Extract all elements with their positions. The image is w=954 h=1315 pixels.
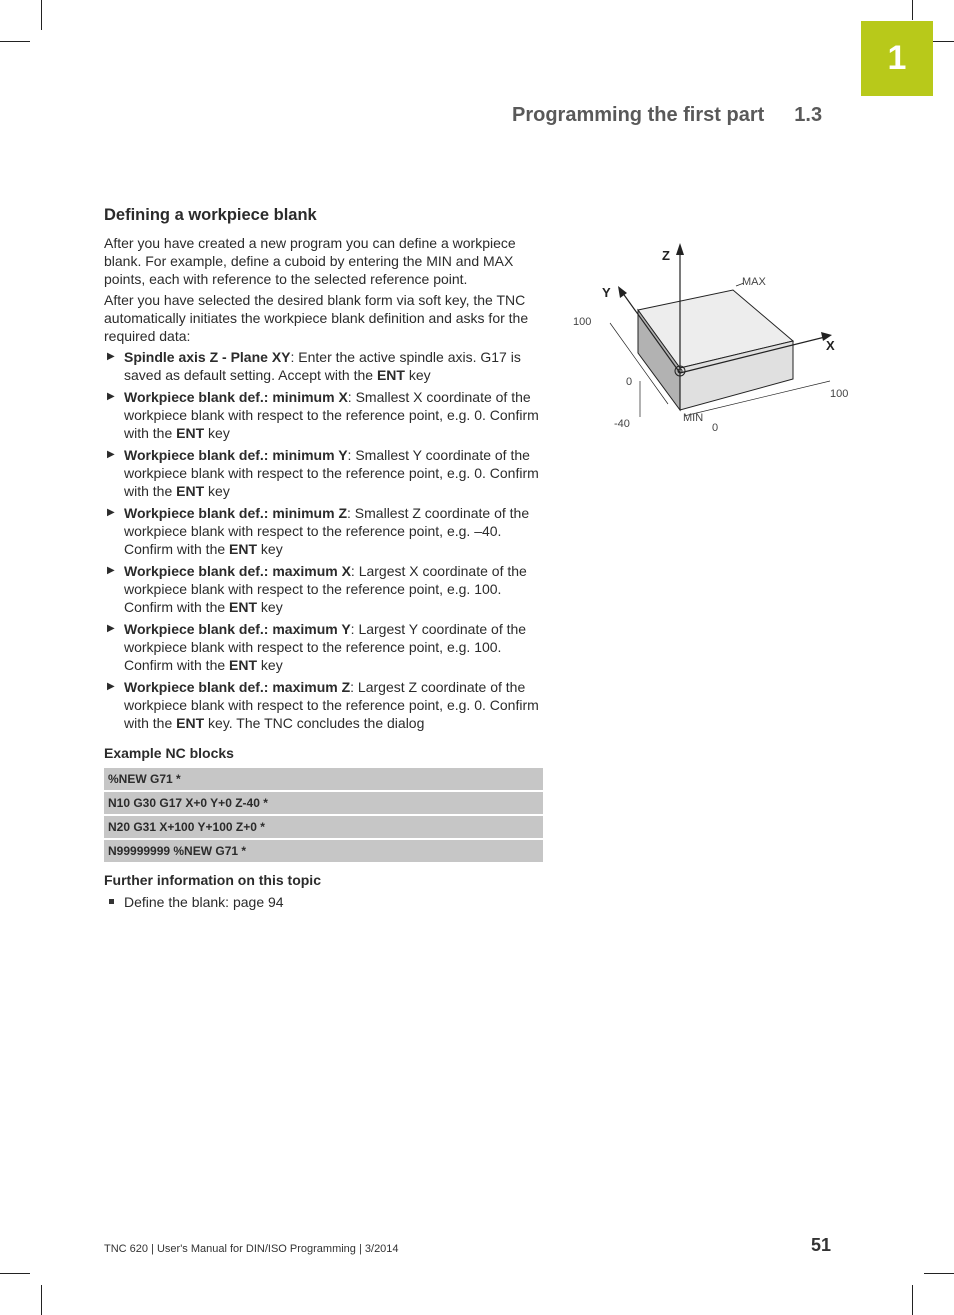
chapter-number: 1 bbox=[887, 39, 907, 77]
step-label: Workpiece blank def.: minimum Y bbox=[124, 447, 348, 463]
nc-block: N20 G31 X+100 Y+100 Z+0 * bbox=[104, 816, 543, 838]
running-head-section: 1.3 bbox=[794, 104, 823, 126]
main-content bbox=[104, 206, 544, 911]
crop-mark bbox=[912, 0, 913, 20]
tick-label: 0 bbox=[626, 376, 633, 388]
step-label: Spindle axis Z - Plane XY bbox=[124, 349, 291, 365]
bullet-icon bbox=[109, 899, 114, 904]
crop-mark bbox=[0, 1273, 30, 1274]
tick-label: 100 bbox=[573, 316, 592, 328]
further-heading: Further information on this topic bbox=[104, 872, 321, 888]
table-row bbox=[104, 840, 543, 862]
arrow-icon: ▶ bbox=[107, 507, 115, 518]
page-number: 51 bbox=[811, 1235, 832, 1255]
step-item bbox=[104, 348, 544, 384]
crop-mark bbox=[41, 0, 42, 30]
step-text-end: key bbox=[404, 367, 431, 383]
max-label: MAX bbox=[742, 276, 766, 288]
step-key: ENT bbox=[176, 715, 205, 731]
crop-mark bbox=[912, 1285, 913, 1315]
tick-label: 100 bbox=[830, 388, 849, 400]
step-text: : Enter the active spindle axis. G17 is saved as default setting. Accept with the bbox=[124, 349, 521, 383]
nc-block: N99999999 %NEW G71 * bbox=[104, 840, 543, 862]
further-list bbox=[104, 893, 544, 911]
step-item bbox=[104, 562, 544, 616]
table-row bbox=[104, 792, 543, 814]
step-item bbox=[104, 504, 544, 558]
step-key: ENT bbox=[176, 483, 205, 499]
nc-block: %NEW G71 * bbox=[104, 768, 543, 790]
tick-label: 0 bbox=[712, 422, 719, 434]
step-text: : Smallest Y coordinate of the workpiece blank with respect to the reference point, e.g. 0. Confirm with the bbox=[124, 447, 539, 499]
step-item bbox=[104, 388, 544, 442]
min-label: MIN bbox=[683, 412, 704, 424]
arrow-icon: ▶ bbox=[107, 623, 115, 634]
step-text: : Largest X coordinate of the workpiece blank with respect to the reference point, e.g. 100. Confirm with the bbox=[124, 563, 527, 615]
step-item bbox=[104, 446, 544, 500]
tick-label: -40 bbox=[614, 418, 630, 430]
axis-z-label: Z bbox=[662, 248, 670, 263]
step-text-end: key bbox=[257, 599, 283, 615]
step-label: Workpiece blank def.: minimum X bbox=[124, 389, 348, 405]
chapter-tab bbox=[861, 21, 933, 96]
list-item bbox=[104, 893, 544, 911]
axis-y-label: Y bbox=[602, 285, 611, 300]
arrow-icon: ▶ bbox=[107, 351, 115, 362]
step-text-end: key bbox=[257, 657, 283, 673]
arrow-icon: ▶ bbox=[107, 391, 115, 402]
arrow-icon: ▶ bbox=[107, 681, 115, 692]
intro-paragraph: After you have created a new program you can define a workpiece blank. For example, define a cuboid by entering the MIN and MAX points, each with reference to the selected reference point. bbox=[104, 235, 516, 287]
table-row bbox=[104, 816, 543, 838]
running-head bbox=[512, 104, 822, 127]
crop-mark bbox=[41, 1285, 42, 1315]
step-label: Workpiece blank def.: minimum Z bbox=[124, 505, 348, 521]
workpiece-blank-figure bbox=[560, 235, 860, 435]
step-text-end: key bbox=[257, 541, 283, 557]
crop-mark bbox=[924, 1273, 954, 1274]
further-item-text: Define the blank: page 94 bbox=[124, 894, 284, 910]
crop-mark bbox=[0, 41, 30, 42]
step-text: : Smallest Z coordinate of the workpiece blank with respect to the reference point, e.g. –40. Confirm with the bbox=[124, 505, 530, 557]
step-item bbox=[104, 620, 544, 674]
step-text: : Largest Y coordinate of the workpiece blank with respect to the reference point, e.g. 100. Confirm with the bbox=[124, 621, 527, 673]
z-axis-arrow bbox=[676, 243, 684, 255]
nc-blocks-table bbox=[104, 766, 543, 864]
example-heading: Example NC blocks bbox=[104, 745, 234, 761]
step-key: ENT bbox=[376, 367, 405, 383]
step-item bbox=[104, 678, 544, 732]
step-label: Workpiece blank def.: maximum Z bbox=[124, 679, 351, 695]
section-heading: Defining a workpiece blank bbox=[104, 206, 317, 224]
running-head-title: Programming the first part bbox=[512, 104, 765, 126]
step-key: ENT bbox=[176, 425, 205, 441]
arrow-icon: ▶ bbox=[107, 449, 115, 460]
table-row bbox=[104, 768, 543, 790]
axis-x-label: X bbox=[826, 338, 835, 353]
step-text-end: key bbox=[204, 425, 230, 441]
step-text: : Largest Z coordinate of the workpiece blank with respect to the reference point, e.g. 0. Confirm with the bbox=[124, 679, 539, 731]
step-label: Workpiece blank def.: maximum X bbox=[124, 563, 351, 579]
step-text: : Smallest X coordinate of the workpiece blank with respect to the reference point, e.g. 0. Confirm with the bbox=[124, 389, 539, 441]
step-key: ENT bbox=[229, 599, 258, 615]
arrow-icon: ▶ bbox=[107, 565, 115, 576]
steps-list bbox=[104, 348, 544, 732]
footer-text: TNC 620 | User's Manual for DIN/ISO Programming | 3/2014 bbox=[104, 1243, 399, 1255]
nc-block: N10 G30 G17 X+0 Y+0 Z-40 * bbox=[104, 792, 543, 814]
step-text-end: key. The TNC concludes the dialog bbox=[204, 715, 425, 731]
step-text-end: key bbox=[204, 483, 230, 499]
intro-paragraph: After you have selected the desired blank form via soft key, the TNC automatically initiates the workpiece blank definition and asks for the required data: bbox=[104, 292, 529, 344]
step-key: ENT bbox=[229, 657, 258, 673]
cuboid bbox=[638, 290, 793, 410]
step-key: ENT bbox=[229, 541, 258, 557]
step-label: Workpiece blank def.: maximum Y bbox=[124, 621, 351, 637]
